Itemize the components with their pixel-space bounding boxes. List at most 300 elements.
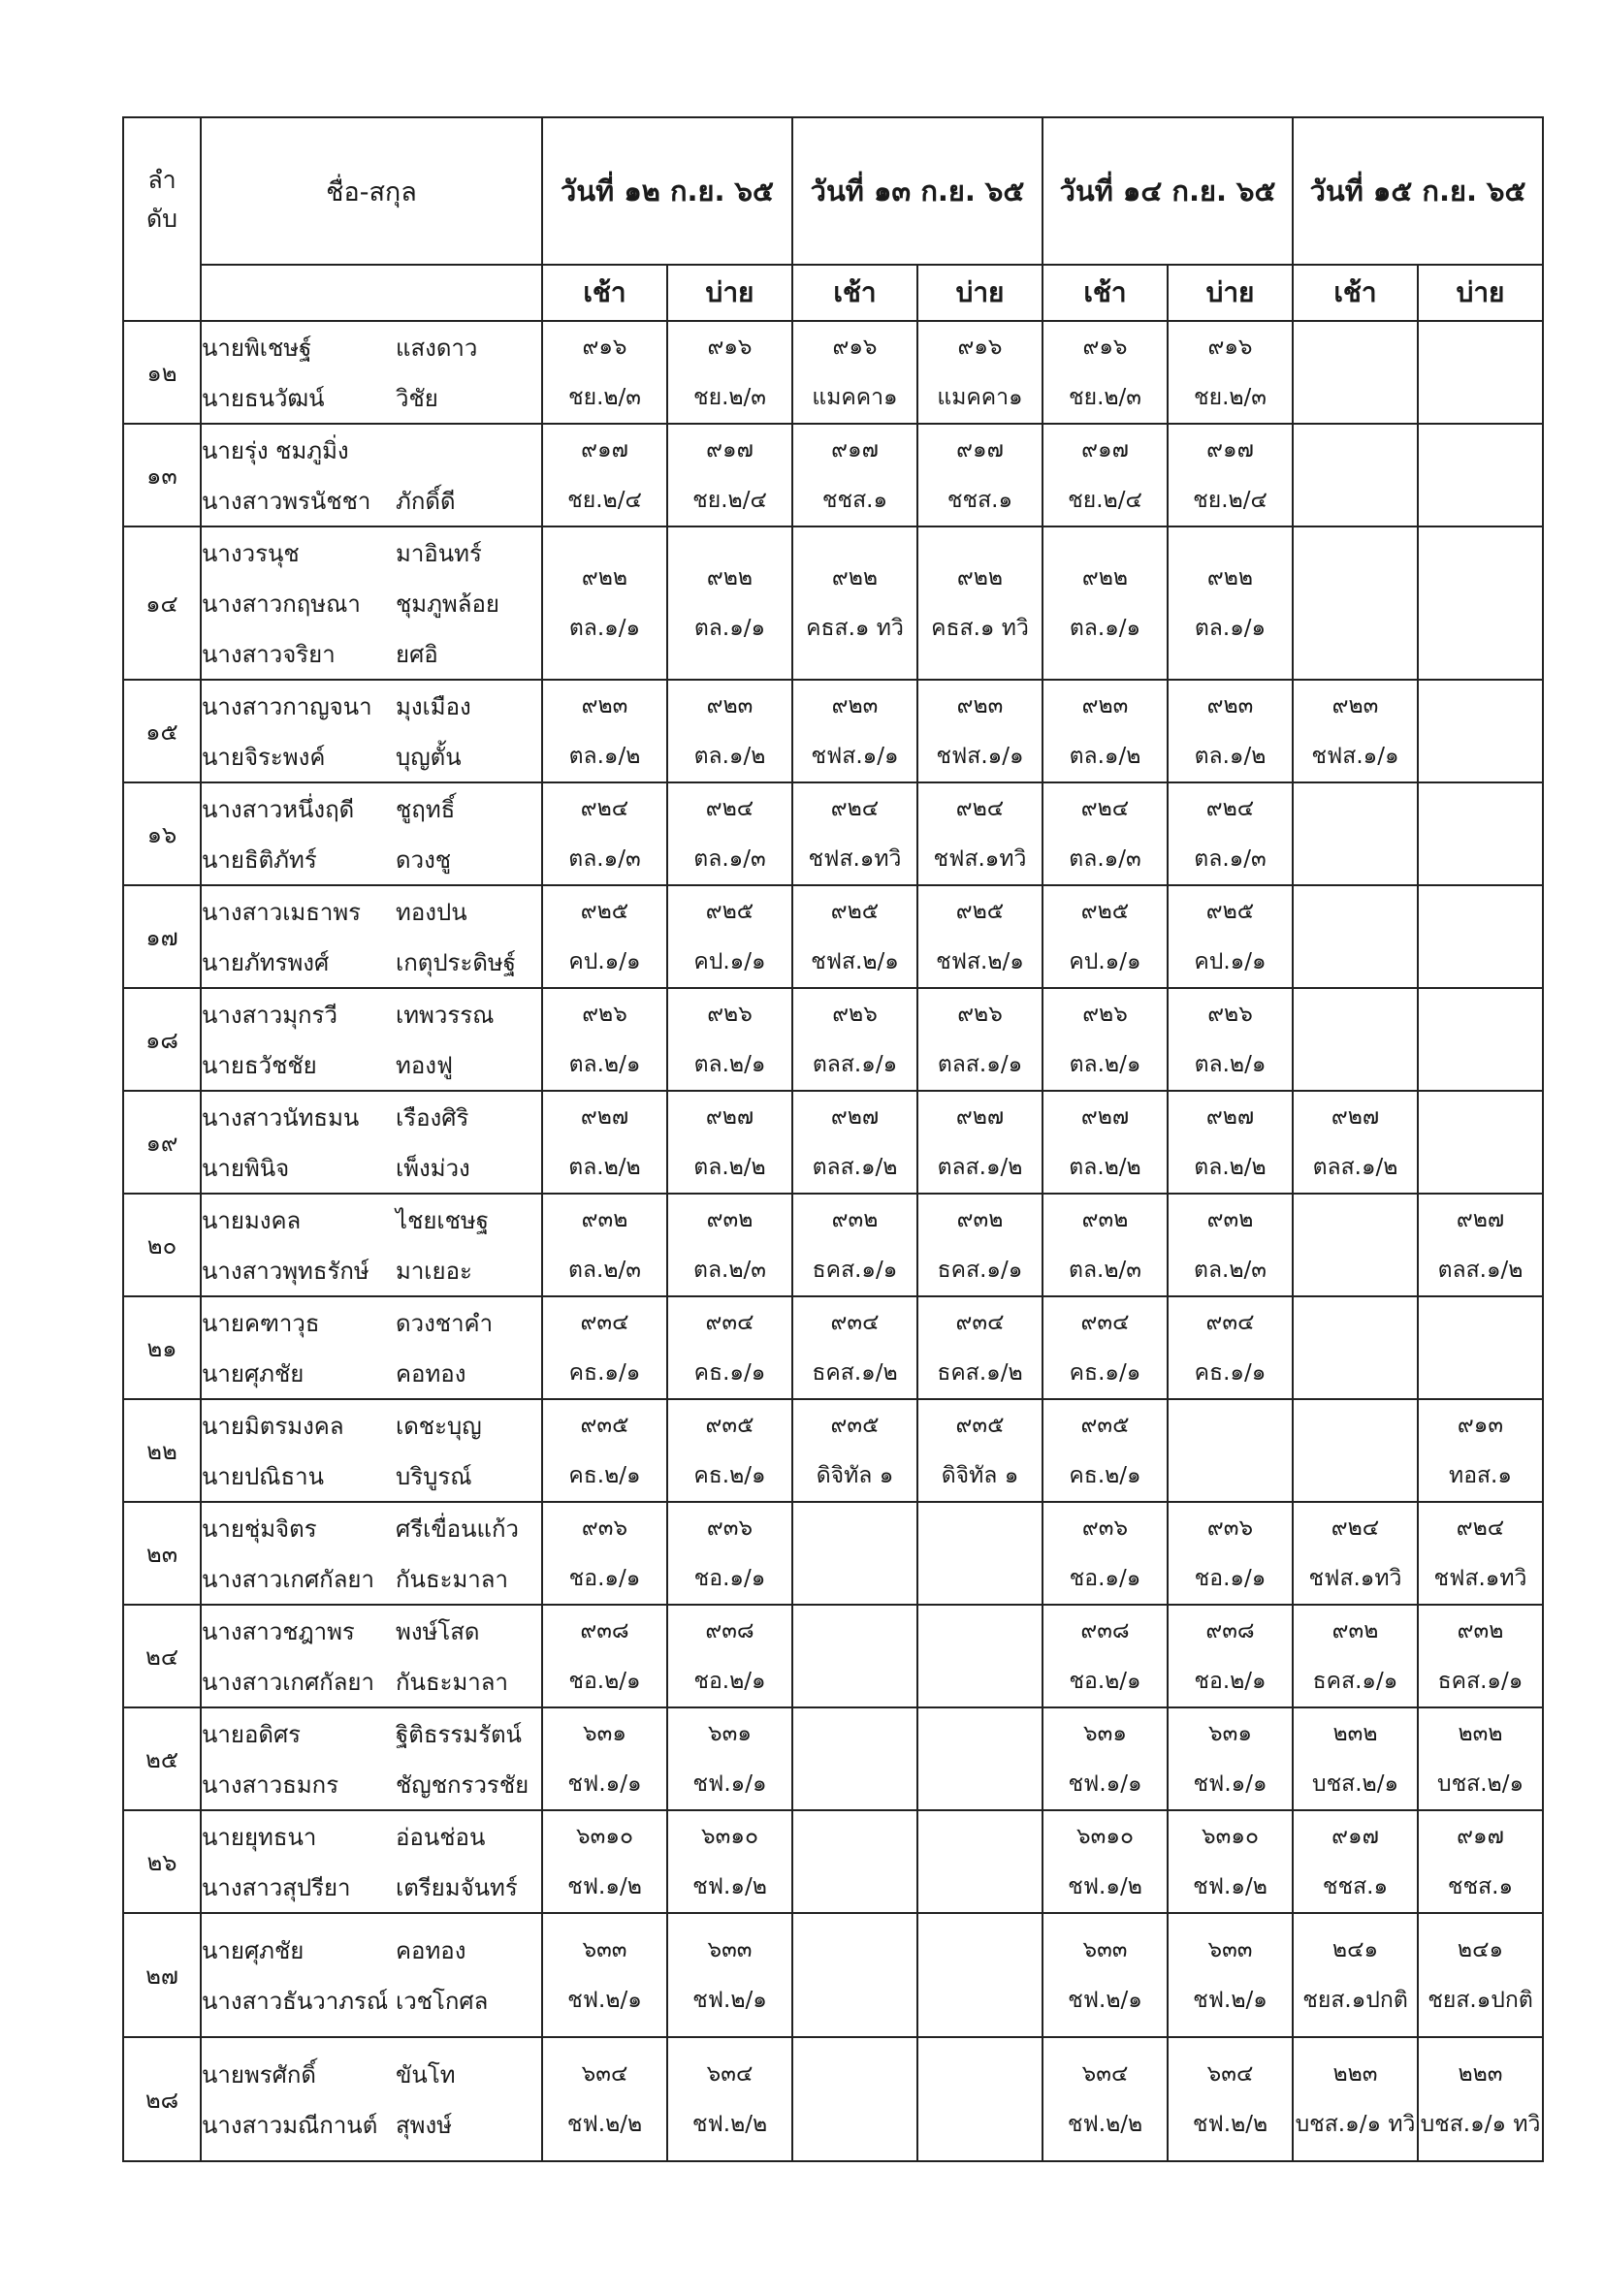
last-name: เทพวรรณ xyxy=(396,1001,495,1029)
staff-person xyxy=(202,681,541,731)
room-number: ๙๓๘ xyxy=(1205,1618,1255,1643)
class-group: ตล.๒/๒ xyxy=(1069,1155,1141,1180)
room-number: ๙๒๔ xyxy=(580,796,629,821)
room-number: ๙๓๒ xyxy=(831,1207,879,1232)
class-group: ธคส.๑/๒ xyxy=(937,1360,1023,1386)
class-group: ตล.๒/๑ xyxy=(693,1052,766,1077)
slot-cell xyxy=(1043,2037,1168,2161)
row-number: ๒๒ xyxy=(123,1399,201,1502)
staff-names xyxy=(201,424,542,526)
class-group: ชอ.๑/๑ xyxy=(693,1566,766,1591)
slot-cell xyxy=(1293,526,1418,680)
slot-cell xyxy=(1168,1296,1293,1399)
room-number: ๙๓๒ xyxy=(581,1207,628,1232)
table-row xyxy=(123,680,1543,782)
name-header xyxy=(201,117,542,265)
slot-header-afternoon: บ่าย xyxy=(1418,265,1543,321)
room-number: ๙๒๕ xyxy=(830,899,880,924)
room-number: ๙๒๔ xyxy=(955,796,1005,821)
room-number: ๙๒๒ xyxy=(831,565,879,590)
slot-cell xyxy=(1418,1091,1543,1194)
row-number: ๑๘ xyxy=(123,988,201,1091)
class-group: ชย.๒/๓ xyxy=(1069,385,1142,410)
room-number: ๙๒๗ xyxy=(1205,1104,1255,1130)
slot-cell xyxy=(792,2037,917,2161)
row-number: ๑๙ xyxy=(123,1091,201,1194)
staff-person xyxy=(202,1092,541,1142)
class-group: ตล.๑/๑ xyxy=(1069,616,1141,641)
slot-cell xyxy=(1293,1194,1418,1296)
room-number: ๖๓๓ xyxy=(1207,1937,1253,1962)
name-header-label: ชื่อ-สกุล xyxy=(326,176,417,207)
class-group: ตล.๒/๑ xyxy=(568,1052,641,1077)
order-header-label: ลำ ดับ xyxy=(145,166,178,233)
slot-cell xyxy=(667,1091,792,1194)
slot-cell xyxy=(667,1296,792,1399)
room-number: ๖๓๑๐ xyxy=(701,1824,758,1849)
first-name: นางวรนุช xyxy=(202,539,300,567)
staff-person xyxy=(202,2099,541,2150)
class-group: ชชส.๑ xyxy=(946,488,1013,513)
last-name: ขันโท xyxy=(396,2060,456,2089)
class-group: ธคส.๑/๒ xyxy=(812,1360,898,1386)
slot-cell xyxy=(1293,2037,1418,2161)
class-group: ชฟส.๑/๑ xyxy=(811,744,899,769)
staff-names xyxy=(201,680,542,782)
slot-cell xyxy=(917,885,1043,988)
slot-cell xyxy=(1168,988,1293,1091)
class-group: ชฟ.๒/๑ xyxy=(1193,1988,1267,2013)
class-group: ดิจิทัล ๑ xyxy=(941,1463,1019,1488)
room-number: ๒๓๒ xyxy=(1332,1721,1378,1746)
slot-cell xyxy=(1418,526,1543,680)
room-number: ๖๓๓ xyxy=(707,1937,753,1962)
slot-cell xyxy=(1043,1810,1168,1913)
slot-cell xyxy=(667,885,792,988)
room-number: ๙๑๗ xyxy=(831,437,879,462)
class-group: ชอ.๑/๑ xyxy=(1069,1566,1141,1591)
row-number: ๒๗ xyxy=(123,1913,201,2037)
class-group: ชฟ.๒/๒ xyxy=(1067,2112,1143,2137)
slot-cell xyxy=(792,1296,917,1399)
last-name: เดชะบุญ xyxy=(396,1412,482,1440)
class-group: ชฟ.๒/๒ xyxy=(1192,2112,1268,2137)
slot-cell xyxy=(1418,424,1543,526)
room-number: ๙๒๓ xyxy=(1081,693,1129,718)
room-number: ๙๒๔ xyxy=(1080,796,1130,821)
name-header-blank xyxy=(201,265,542,321)
slot-cell xyxy=(1418,1502,1543,1605)
slot-cell xyxy=(1418,782,1543,885)
slot-cell xyxy=(542,2037,667,2161)
staff-person xyxy=(202,578,541,628)
slot-cell xyxy=(917,680,1043,782)
class-group: ชฟส.๑ทวิ xyxy=(808,846,902,872)
class-group: ชฟ.๒/๑ xyxy=(567,1988,642,2013)
last-name: เวชโกศล xyxy=(396,1987,489,2015)
class-group: คธ.๒/๑ xyxy=(693,1463,766,1488)
room-number: ๙๓๔ xyxy=(1205,1310,1255,1335)
row-number: ๒๘ xyxy=(123,2037,201,2161)
slot-cell xyxy=(542,1296,667,1399)
first-name: นายชุ่มจิตร xyxy=(202,1515,317,1543)
staff-person xyxy=(202,886,541,937)
slot-cell xyxy=(1043,1502,1168,1605)
staff-person xyxy=(202,1553,541,1604)
slot-header-afternoon: บ่าย xyxy=(917,265,1043,321)
class-group: ชฟส.๑/๑ xyxy=(1311,744,1399,769)
room-number: ๒๒๓ xyxy=(1332,2061,1378,2087)
staff-names xyxy=(201,1399,542,1502)
slot-cell xyxy=(1168,1707,1293,1810)
staff-names xyxy=(201,1707,542,1810)
row-number: ๒๑ xyxy=(123,1296,201,1399)
class-group: ตล.๑/๓ xyxy=(693,846,766,872)
slot-cell xyxy=(1418,1707,1543,1810)
day-header-4: วันที่ ๑๕ ก.ย. ๖๕ xyxy=(1293,117,1543,265)
first-name: นายปณิธาน xyxy=(202,1462,324,1490)
slot-cell xyxy=(1168,885,1293,988)
header-row-slots xyxy=(123,265,1543,321)
class-group: ชย.๒/๓ xyxy=(567,385,642,410)
staff-person xyxy=(202,1348,541,1398)
slot-cell xyxy=(1293,1605,1418,1707)
class-group: ชฟ.๑/๑ xyxy=(692,1771,767,1797)
class-group: คป.๑/๑ xyxy=(693,949,766,974)
first-name: นางสาวนัทธมน xyxy=(202,1103,360,1132)
slot-cell xyxy=(792,1707,917,1810)
room-number: ๙๓๒ xyxy=(1331,1618,1379,1643)
class-group: ตลส.๑/๒ xyxy=(1437,1258,1524,1283)
room-number: ๒๔๑ xyxy=(1331,1937,1379,1962)
last-name: เพ็งม่วง xyxy=(396,1154,470,1182)
slot-cell xyxy=(667,782,792,885)
last-name: ชัญชกรวรชัย xyxy=(396,1770,529,1799)
class-group: คป.๑/๑ xyxy=(568,949,641,974)
slot-cell xyxy=(542,321,667,424)
slot-cell xyxy=(917,1399,1043,1502)
first-name: นางสาวธันวาภรณ์ xyxy=(202,1987,389,2015)
schedule-table xyxy=(122,116,1544,2162)
class-group: ตล.๒/๓ xyxy=(693,1258,766,1283)
slot-cell xyxy=(1168,2037,1293,2161)
slot-cell xyxy=(542,1194,667,1296)
class-group: ตล.๑/๑ xyxy=(693,616,766,641)
last-name: กันธะมาลา xyxy=(396,1668,508,1696)
last-name: ชุมภูพล้อย xyxy=(396,590,499,618)
slot-cell xyxy=(792,988,917,1091)
class-group: ตล.๑/๓ xyxy=(1194,846,1267,872)
class-group: ชอ.๒/๑ xyxy=(693,1669,766,1694)
last-name: บุญตั้น xyxy=(396,743,462,771)
staff-person xyxy=(202,1708,541,1759)
first-name: นายจิระพงค์ xyxy=(202,743,326,771)
slot-cell xyxy=(792,321,917,424)
class-group: คธส.๑ ทวิ xyxy=(931,616,1029,641)
slot-cell xyxy=(792,1194,917,1296)
class-group: ชย.๒/๔ xyxy=(567,488,642,513)
slot-cell xyxy=(667,988,792,1091)
slot-cell xyxy=(792,1913,917,2037)
room-number: ๙๓๖ xyxy=(1206,1515,1254,1541)
room-number: ๙๓๘ xyxy=(705,1618,754,1643)
class-group: คธ.๑/๑ xyxy=(1194,1360,1267,1386)
class-group: ตล.๑/๓ xyxy=(1069,846,1141,872)
class-group: ตล.๑/๒ xyxy=(1194,744,1267,769)
room-number: ๙๓๖ xyxy=(581,1515,628,1541)
class-group: ชชส.๑ xyxy=(821,488,888,513)
first-name: นางสาวกฤษณา xyxy=(202,590,361,618)
room-number: ๙๓๔ xyxy=(955,1310,1005,1335)
slot-cell xyxy=(1293,885,1418,988)
room-number: ๙๒๗ xyxy=(955,1104,1005,1130)
slot-cell xyxy=(1168,1399,1293,1502)
first-name: นายคฑาวุธ xyxy=(202,1309,320,1337)
slot-cell xyxy=(1418,1194,1543,1296)
staff-names xyxy=(201,1091,542,1194)
first-name: นายภัทรพงศ์ xyxy=(202,948,330,976)
class-group: บชส.๑/๑ ทวิ xyxy=(1295,2112,1416,2137)
slot-cell xyxy=(917,321,1043,424)
class-group: คธ.๑/๑ xyxy=(1069,1360,1141,1386)
table-row xyxy=(123,885,1543,988)
staff-names xyxy=(201,321,542,424)
slot-cell xyxy=(1293,1810,1418,1913)
class-group: ตลส.๑/๒ xyxy=(937,1155,1023,1180)
room-number: ๙๓๖ xyxy=(1081,1515,1129,1541)
staff-person xyxy=(202,475,541,526)
slot-cell xyxy=(1043,424,1168,526)
first-name: นายมิตรมงคล xyxy=(202,1412,344,1440)
slot-cell xyxy=(792,782,917,885)
room-number: ๙๒๔ xyxy=(1456,1515,1505,1541)
slot-cell xyxy=(792,1605,917,1707)
room-number: ๙๑๖ xyxy=(582,335,627,360)
class-group: ชฟส.๑ทวิ xyxy=(933,846,1027,872)
class-group: คธส.๑ ทวิ xyxy=(806,616,904,641)
slot-cell xyxy=(1168,1913,1293,2037)
slot-header-morning: เช้า xyxy=(792,265,917,321)
staff-person xyxy=(202,322,541,372)
class-group: คป.๑/๑ xyxy=(1194,949,1267,974)
slot-cell xyxy=(917,1296,1043,1399)
last-name: กันธะมาลา xyxy=(396,1565,508,1593)
class-group: ชอ.๑/๑ xyxy=(1194,1566,1267,1591)
table-row xyxy=(123,1399,1543,1502)
staff-names xyxy=(201,1913,542,2037)
staff-person xyxy=(202,1503,541,1553)
last-name: เตรียมจันทร์ xyxy=(396,1873,518,1901)
slot-cell xyxy=(792,1810,917,1913)
class-group: ตล.๒/๓ xyxy=(1069,1258,1141,1283)
room-number: ๙๒๖ xyxy=(582,1002,627,1027)
class-group: ชฟ.๒/๒ xyxy=(566,2112,643,2137)
room-number: ๖๓๑ xyxy=(583,1721,626,1746)
class-group: ธคส.๑/๑ xyxy=(1437,1669,1524,1694)
room-number: ๖๓๑๐ xyxy=(1076,1824,1134,1849)
row-number: ๒๓ xyxy=(123,1502,201,1605)
staff-names xyxy=(201,782,542,885)
room-number: ๙๒๓ xyxy=(831,693,879,718)
first-name: นางสาวเกศกัลยา xyxy=(202,1668,374,1696)
class-group: คธ.๑/๑ xyxy=(693,1360,766,1386)
staff-person xyxy=(202,989,541,1039)
slot-cell xyxy=(667,321,792,424)
room-number: ๙๓๒ xyxy=(706,1207,754,1232)
room-number: ๙๓๒ xyxy=(956,1207,1004,1232)
staff-person xyxy=(202,1656,541,1706)
last-name: คอทอง xyxy=(396,1936,466,1964)
room-number: ๖๓๑ xyxy=(1208,1721,1252,1746)
slot-cell xyxy=(1043,1707,1168,1810)
room-number: ๙๒๒ xyxy=(956,565,1004,590)
last-name: ยศอิ xyxy=(396,640,438,668)
slot-cell xyxy=(792,1502,917,1605)
class-group: ตล.๒/๓ xyxy=(1194,1258,1267,1283)
slot-cell xyxy=(667,1194,792,1296)
class-group: ชอ.๒/๑ xyxy=(1194,1669,1267,1694)
first-name: นางสาวเกศกัลยา xyxy=(202,1565,374,1593)
staff-person xyxy=(202,1451,541,1501)
slot-cell xyxy=(667,1913,792,2037)
class-group: ชชส.๑ xyxy=(1447,1874,1514,1899)
row-number: ๒๐ xyxy=(123,1194,201,1296)
room-number: ๙๒๓ xyxy=(1331,693,1379,718)
first-name: นายศุภชัย xyxy=(202,1359,305,1387)
room-number: ๖๓๑ xyxy=(708,1721,752,1746)
room-number: ๙๒๓ xyxy=(706,693,754,718)
staff-person xyxy=(202,372,541,423)
class-group: ชอ.๑/๑ xyxy=(568,1566,641,1591)
last-name: สุพงษ์ xyxy=(396,2111,453,2139)
room-number: ๙๒๔ xyxy=(1205,796,1255,821)
last-name: มาอินทร์ xyxy=(396,539,482,567)
table-row xyxy=(123,2037,1543,2161)
slot-header-afternoon: บ่าย xyxy=(667,265,792,321)
first-name: นายรุ่ง ชมภูมิ่ง xyxy=(202,436,349,464)
last-name: ทองฟู xyxy=(396,1051,453,1079)
slot-cell xyxy=(542,988,667,1091)
class-group: ทอส.๑ xyxy=(1449,1463,1512,1488)
table-row xyxy=(123,1091,1543,1194)
row-number: ๑๒ xyxy=(123,321,201,424)
first-name: นายยุทธนา xyxy=(202,1823,317,1851)
last-name: มุงเมือง xyxy=(396,692,471,720)
class-group: ธคส.๑/๑ xyxy=(812,1258,898,1283)
room-number: ๙๓๒ xyxy=(1457,1618,1504,1643)
class-group: ชย.๒/๔ xyxy=(1068,488,1142,513)
last-name: เรืองศิริ xyxy=(396,1103,469,1132)
slot-cell xyxy=(1168,1194,1293,1296)
slot-cell xyxy=(792,526,917,680)
staff-names xyxy=(201,1810,542,1913)
slot-header-morning: เช้า xyxy=(1293,265,1418,321)
staff-person xyxy=(202,628,541,679)
staff-names xyxy=(201,885,542,988)
staff-names xyxy=(201,1296,542,1399)
room-number: ๙๓๔ xyxy=(830,1310,880,1335)
room-number: ๖๓๑๐ xyxy=(1202,1824,1259,1849)
class-group: ชฟ.๒/๒ xyxy=(691,2112,768,2137)
class-group: ตล.๑/๒ xyxy=(568,744,641,769)
slot-cell xyxy=(667,1399,792,1502)
room-number: ๙๑๗ xyxy=(581,437,628,462)
slot-cell xyxy=(1043,988,1168,1091)
staff-names xyxy=(201,2037,542,2161)
staff-person xyxy=(202,1039,541,1090)
slot-cell xyxy=(917,1707,1043,1810)
first-name: นางสาวธมกร xyxy=(202,1770,339,1799)
slot-cell xyxy=(1418,321,1543,424)
room-number: ๙๓๕ xyxy=(1080,1413,1130,1438)
slot-cell xyxy=(1043,1091,1168,1194)
class-group: ตล.๒/๒ xyxy=(1194,1155,1267,1180)
slot-cell xyxy=(1043,1605,1168,1707)
room-number: ๙๒๔ xyxy=(1331,1515,1380,1541)
room-number: ๙๑๖ xyxy=(1082,335,1128,360)
slot-cell xyxy=(1418,680,1543,782)
class-group: ชฟส.๑ทวิ xyxy=(1433,1566,1527,1591)
slot-cell xyxy=(1043,1194,1168,1296)
class-group: ตล.๒/๓ xyxy=(568,1258,641,1283)
class-group: แมคคา๑ xyxy=(812,385,898,410)
room-number: ๙๓๖ xyxy=(706,1515,754,1541)
room-number: ๙๓๔ xyxy=(580,1310,629,1335)
table-row xyxy=(123,1502,1543,1605)
last-name: บริบูรณ์ xyxy=(396,1462,472,1490)
slot-cell xyxy=(1168,526,1293,680)
row-number: ๑๔ xyxy=(123,526,201,680)
staff-person xyxy=(202,527,541,578)
slot-cell xyxy=(1293,1913,1418,2037)
slot-cell xyxy=(1418,1399,1543,1502)
slot-cell xyxy=(542,1707,667,1810)
class-group: ตล.๑/๓ xyxy=(568,846,641,872)
room-number: ๙๑๗ xyxy=(1081,437,1129,462)
slot-header-afternoon: บ่าย xyxy=(1168,265,1293,321)
room-number: ๖๓๑ xyxy=(1083,1721,1127,1746)
room-number: ๙๑๗ xyxy=(956,437,1004,462)
schedule-body xyxy=(123,321,1543,2161)
staff-person xyxy=(202,1862,541,1912)
slot-cell xyxy=(792,424,917,526)
class-group: ชฟ.๒/๑ xyxy=(692,1988,767,2013)
staff-names xyxy=(201,1502,542,1605)
room-number: ๙๓๘ xyxy=(1080,1618,1130,1643)
slot-cell xyxy=(542,1502,667,1605)
class-group: ชย.๒/๔ xyxy=(1193,488,1267,513)
staff-person xyxy=(202,1811,541,1862)
slot-cell xyxy=(1418,1810,1543,1913)
slot-cell xyxy=(917,1810,1043,1913)
slot-cell xyxy=(1293,680,1418,782)
last-name: ชูฤทธิ์ xyxy=(396,795,456,823)
slot-cell xyxy=(542,1605,667,1707)
first-name: นายศุภชัย xyxy=(202,1936,305,1964)
last-name: แสงดาว xyxy=(396,334,478,362)
room-number: ๙๒๔ xyxy=(830,796,880,821)
room-number: ๙๓๕ xyxy=(830,1413,880,1438)
class-group: ชฟ.๑/๑ xyxy=(1068,1771,1142,1797)
class-group: ตลส.๑/๒ xyxy=(1312,1155,1398,1180)
room-number: ๙๒๖ xyxy=(707,1002,753,1027)
row-number: ๑๖ xyxy=(123,782,201,885)
slot-cell xyxy=(1293,988,1418,1091)
slot-cell xyxy=(1418,885,1543,988)
room-number: ๖๓๓ xyxy=(1082,1937,1128,1962)
room-number: ๖๓๔ xyxy=(1081,2061,1129,2087)
first-name: นางสาวพรนัชชา xyxy=(202,487,371,515)
